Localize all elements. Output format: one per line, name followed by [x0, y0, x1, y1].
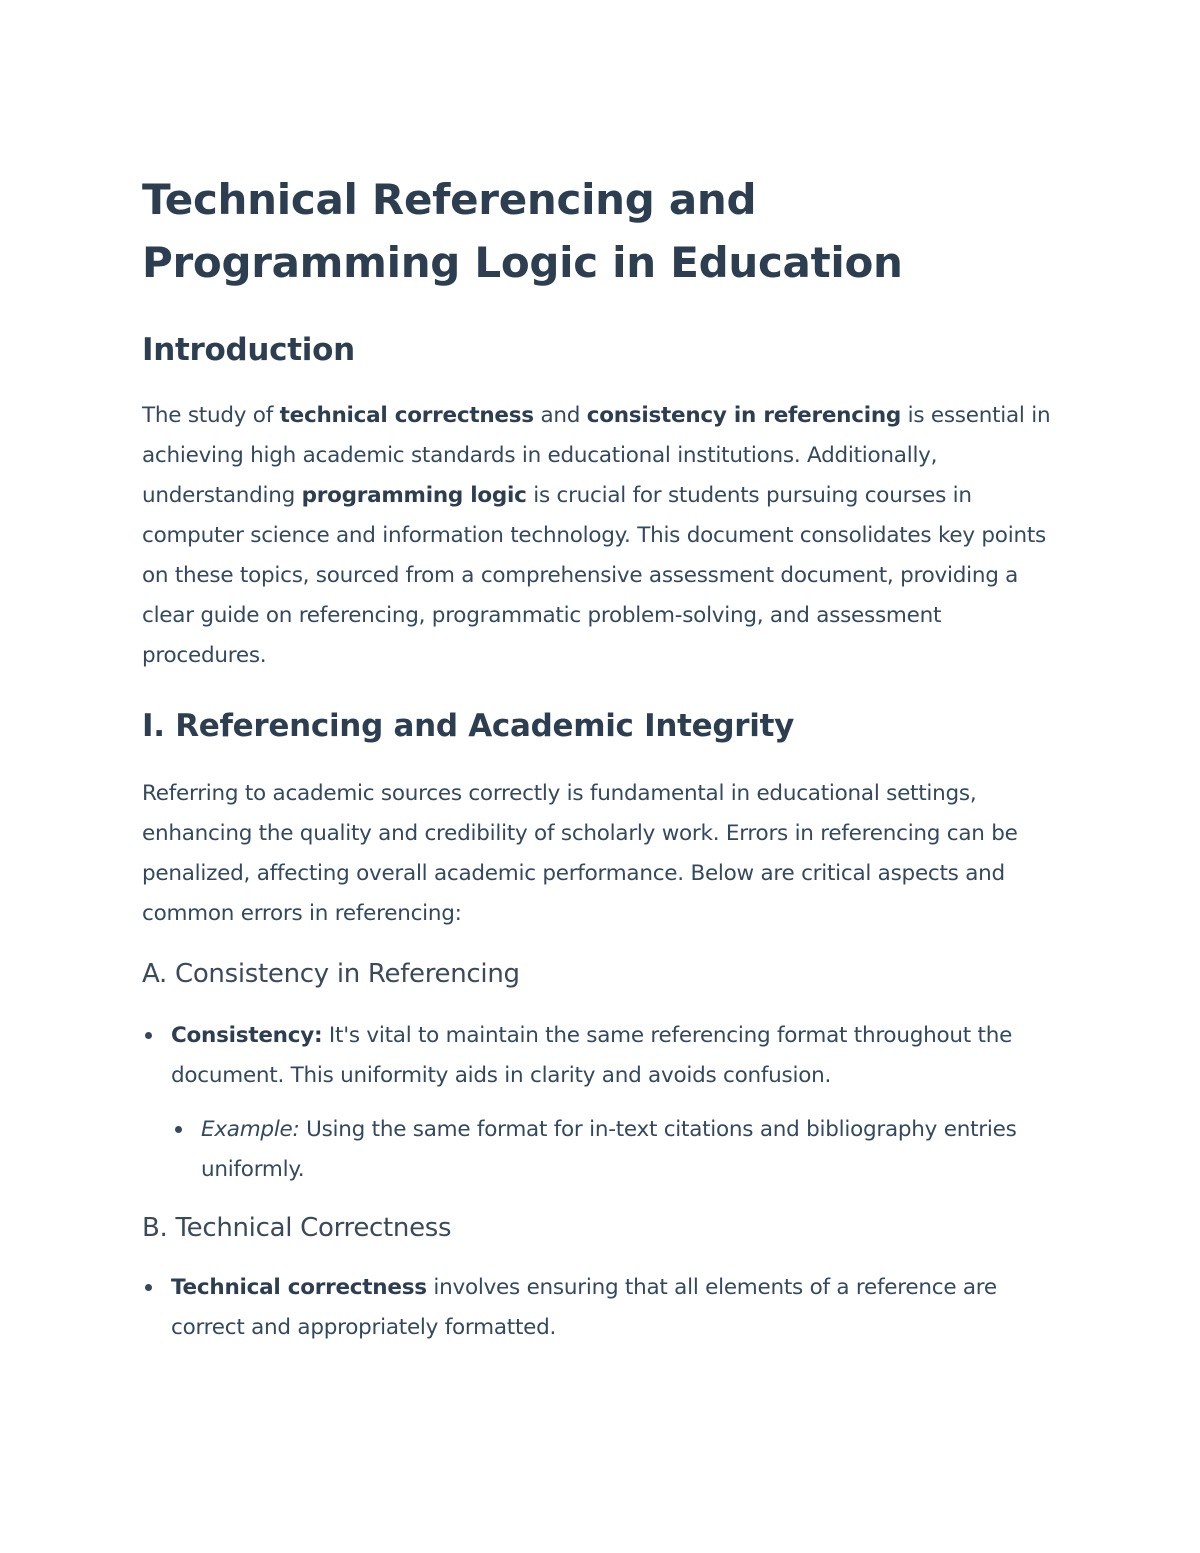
- intro-text-1: The study of: [142, 403, 280, 428]
- section1-heading: I. Referencing and Academic Integrity: [142, 708, 794, 744]
- subsection-a-sublist: [171, 1110, 1062, 1190]
- subsection-b-list: [142, 1268, 1062, 1348]
- list-item-technical-correctness: [171, 1268, 1062, 1348]
- intro-text-3: is essential in achieving high academic standards in educational institutions. Additionally, understanding: [142, 403, 1051, 508]
- subsection-a-heading: A. Consistency in Referencing: [142, 959, 520, 989]
- introduction-heading: Introduction: [142, 332, 355, 368]
- bullet-icon: [145, 1032, 152, 1039]
- item-text-example: Using the same format for in-text citations and bibliography entries uniformly.: [201, 1117, 1017, 1182]
- subsection-b-heading: B. Technical Correctness: [142, 1213, 452, 1243]
- intro-text-2: and: [533, 403, 587, 428]
- item-text-consistency: It's vital to maintain the same referencing format throughout the document. This uniformity aids in clarity and avoids confusion.: [171, 1023, 1013, 1088]
- list-item-example: [201, 1110, 1062, 1190]
- section1-paragraph: Referring to academic sources correctly is fundamental in educational settings, enhancing the quality and credibility of scholarly work. Errors in referencing can be penalized, affecting overall academic performance. Below are critical aspects and common errors in referencing:: [142, 781, 1018, 926]
- item-label-consistency: Consistency:: [171, 1023, 323, 1048]
- document-page: [142, 168, 1062, 1348]
- intro-bold-technical-correctness: technical correctness: [279, 403, 534, 428]
- list-item-consistency: [171, 1016, 1062, 1190]
- item-text-technical-correctness: involves ensuring that all elements of a reference are correct and appropriately formatted.: [171, 1275, 997, 1340]
- intro-bold-consistency: consistency in referencing: [586, 403, 902, 428]
- item-label-example: Example:: [201, 1117, 300, 1142]
- bullet-icon: [145, 1284, 152, 1291]
- subsection-a-list: [142, 1016, 1062, 1190]
- introduction-paragraph: [142, 396, 1062, 676]
- intro-text-4: is crucial for students pursuing courses in computer science and information technology. This document consolidates key points on these topics, sourced from a comprehensive assessment document, providing a clear guide on referencing, programmatic problem-solving, and assessment procedures.: [142, 483, 1046, 668]
- document-title: Technical Referencing and Programming Logic in Education: [142, 175, 903, 287]
- bullet-icon: [175, 1126, 182, 1133]
- intro-bold-programming-logic: programming logic: [301, 483, 527, 508]
- item-label-technical-correctness: Technical correctness: [171, 1275, 427, 1300]
